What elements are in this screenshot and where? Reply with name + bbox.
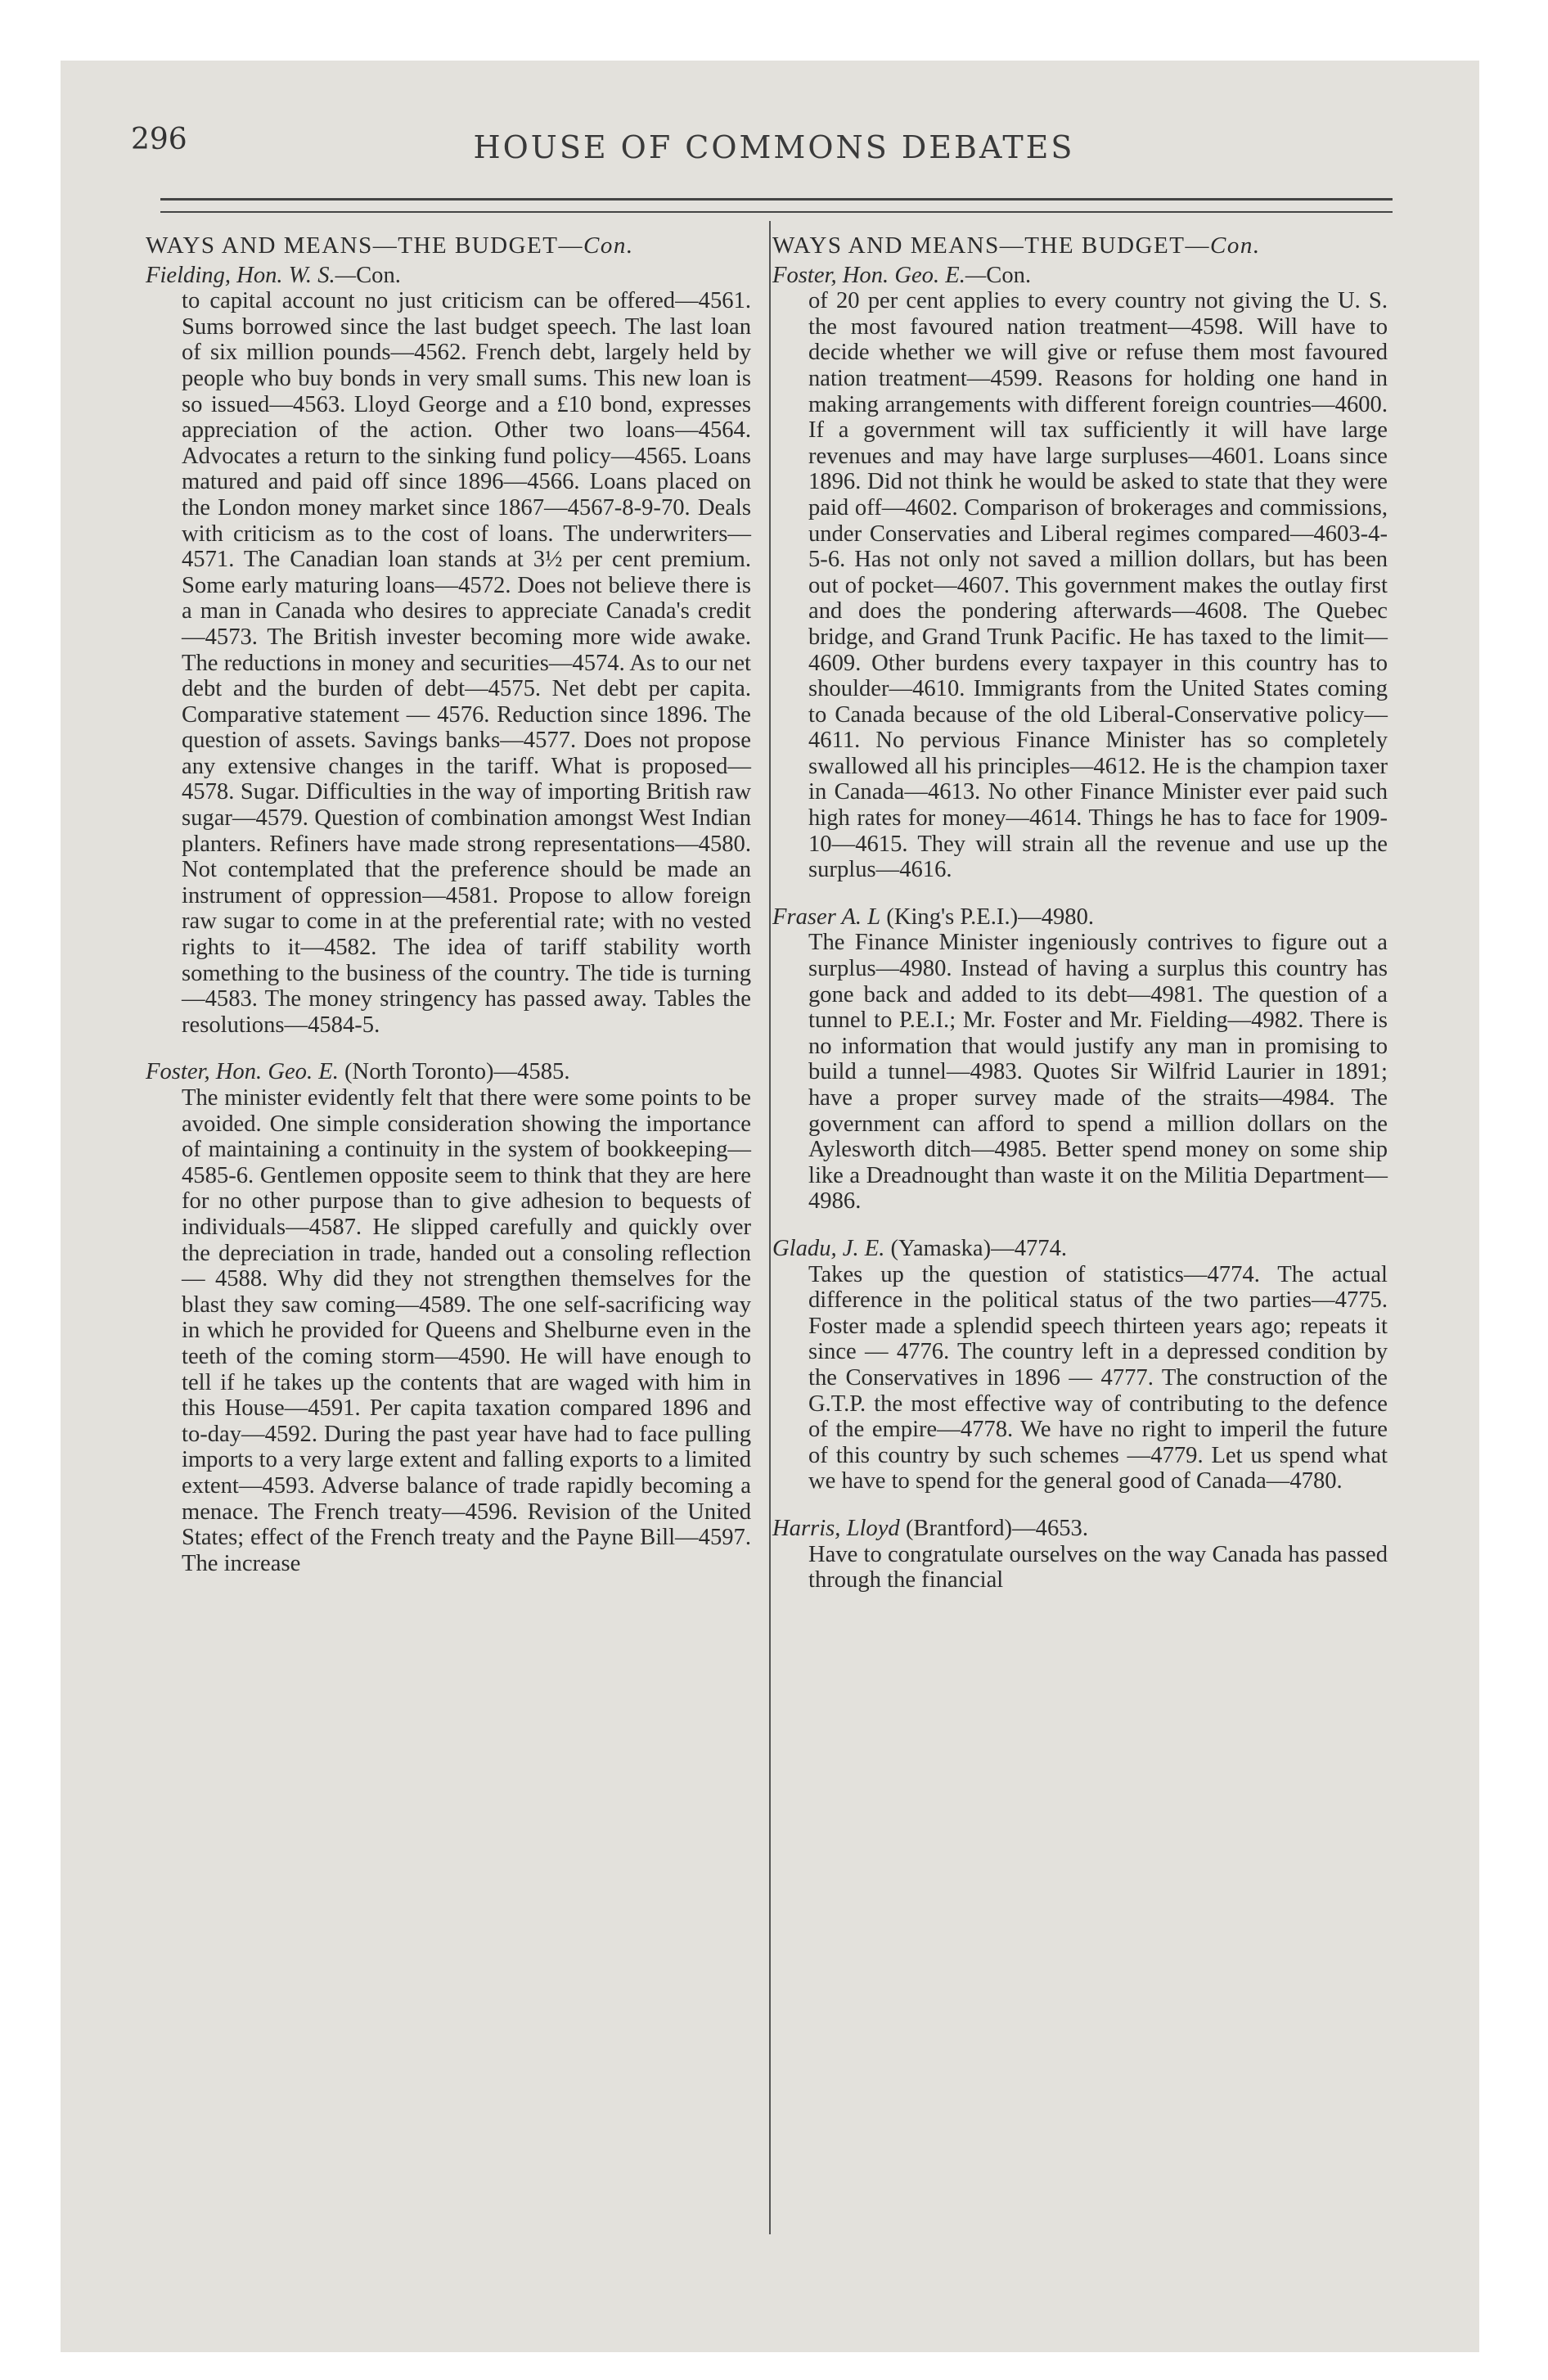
column-divider [769,221,771,2234]
index-entry [772,263,1388,883]
section-title: WAYS AND MEANS—THE BUDGET— [772,232,1210,259]
entry-reference: (Yamaska)—4774. [884,1235,1068,1261]
section-title: WAYS AND MEANS—THE BUDGET— [146,232,583,259]
section-continued: Con. [583,232,634,259]
right-column [772,233,1388,1593]
page-number: 296 [131,123,187,156]
entry-text: to capital account no just criticism can be offered—4561. Sums borrowed since the last budget speech. The last loan of six million pounds—4562. French debt, largely held by people who buy bonds in very small sums. This new loan is so issued—4563. Lloyd George and a £10 bond, expresses appreciation of the action. Other two loans—4564. Advocates a return to the sinking fund policy—4565. Loans matured and paid off since 1896—4566. Loans placed on the London money market since 1867—4567-8-9-70. Deals with criticism as to the cost of loans. The underwriters—4571. The Canadian loan stands at 3½ per cent premium. Some early maturing loans—4572. Does not believe there is a man in Canada who desires to appreciate Canada's credit—4573. The British invester becoming more wide awake. The reductions in money and securities—4574. As to our net debt and the burden of debt—4575. Net debt per capita. Comparative statement — 4576. Reduction since 1896. The question of assets. Savings banks—4577. Does not propose any extensive changes in the tariff. What is proposed—4578. Sugar. Difficulties in the way of importing British raw sugar—4579. Question of combination amongst West Indian planters. Refiners have made strong representations—4580. Not contemplated that the preference should be made an instrument of oppression—4581. Propose to allow foreign raw sugar to come in at the preferential rate; with no vested rights to it—4582. The idea of tariff stability worth something to the business of the country. The tide is turning—4583. The money stringency has passed away. Tables the resolutions—4584-5. [182,288,751,1038]
entry-reference: (King's P.E.I.)—4980. [880,904,1095,930]
entry-heading [146,263,751,289]
header-rule-bottom [160,211,1393,213]
left-column [146,233,751,1576]
member-name: Fielding, Hon. W. S.— [146,262,357,288]
running-head: HOUSE OF COMMONS DEBATES [473,129,1075,165]
entry-text: The minister evidently felt that there were some points to be avoided. One simple consideration showing the importance of maintaining a continuity in the system of bookkeeping—4585-6. Gentlemen opposite seem to think that they are here for no other purpose than to give adhesion to bequests of individuals—4587. He slipped carefully and quickly over the depreciation in trade, handed out a consoling reflection — 4588. Why did they not strengthen themselves for the blast they saw coming—4589. The one self-sacrificing way in which he provided for Queens and Shelburne even in the teeth of the coming storm—4590. He will have enough to tell if he takes up the contents that are waged with him in this House—4591. Per capita taxation compared 1896 and to-day—4592. During the past year have had to face pulling imports to a very large extent and falling exports to a limited extent—4593. Adverse balance of trade rapidly becoming a menace. The French treaty—4596. Revision of the United States; effect of the French treaty and the Payne Bill—4597. The increase [182,1085,751,1576]
section-continued: Con. [1209,232,1261,259]
member-name: Fraser A. L [772,904,881,930]
member-name: Foster, Hon. Geo. E. [146,1059,339,1085]
entry-text: Takes up the question of statistics—4774. The actual difference in the political status of the two parties—4775. Foster made a splendid speech thirteen years ago; repeats it since — 4776. The country left in a depressed condition by the Conservatives in 1896 — 4777. The construction of the G.T.P. the most effective way of contributing to the defence of the empire—4778. We have no right to imperil the future of this country by such schemes —4779. Let us spend what we have to spend for the general good of Canada—4780. [808,1261,1388,1494]
entry-heading [772,263,1388,289]
entry-heading [772,1236,1388,1262]
entry-reference: Con. [986,262,1032,288]
member-name: Foster, Hon. Geo. E.— [772,262,987,288]
section-heading [772,233,1388,259]
entry-reference: Con. [356,262,401,288]
entry-text: The Finance Minister ingeniously contrives to figure out a surplus—4980. Instead of having a surplus this country has gone back and added to its debt—4981. The question of a tunnel to P.E.I.; Mr. Foster and Mr. Fielding—4982. There is no information that would justify any man in promising to build a tunnel—4983. Quotes Sir Wilfrid Laurier in 1891; have a proper survey made of the straits—4984. The government can afford to spend a million dollars on the Aylesworth ditch—4985. Better spend money on some ship like a Dreadnought than waste it on the Militia Department—4986. [808,930,1388,1215]
member-name: Harris, Lloyd [772,1515,900,1541]
section-heading [146,233,751,259]
entry-heading [772,1516,1388,1542]
member-name: Gladu, J. E. [772,1235,885,1261]
index-entry [146,263,751,1039]
index-entry [772,1236,1388,1494]
entry-text: of 20 per cent applies to every country not giving the U. S. the most favoured nation treatment—4598. Will have to decide whether we will give or refuse them most favoured nation treatment—4599. Reasons for holding one hand in making arrangements with different foreign countries—4600. If a government will tax sufficiently it will have large revenues and may have large surpluses—4601. Loans since 1896. Did not think he would be asked to state that they were paid off—4602. Comparison of brokerages and commissions, under Conservaties and Liberal regimes compared—4603-4-5-6. Has not only not saved a million dollars, but has been out of pocket—4607. This government makes the outlay first and does the pondering afterwards—4608. The Quebec bridge, and Grand Trunk Pacific. He has taxed to the limit—4609. Other burdens every taxpayer in this country has to shoulder—4610. Immigrants from the United States coming to Canada because of the old Liberal-Conservative policy—4611. No pervious Finance Minister has so completely swallowed all his principles—4612. He is the champion taxer in Canada—4613. No other Finance Minister ever paid such high rates for money—4614. Things he has to face for 1909-10—4615. They will strain all the revenue and use up the surplus—4616. [808,288,1388,883]
header-rule-top [160,198,1393,201]
index-entry [772,904,1388,1215]
index-entry [772,1516,1388,1593]
entry-reference: (North Toronto)—4585. [338,1059,570,1085]
entry-reference: (Brantford)—4653. [899,1515,1088,1541]
entry-heading [146,1059,751,1085]
entry-heading [772,904,1388,931]
entry-text: Have to congratulate ourselves on the way Canada has passed through the financial [808,1541,1388,1593]
index-entry [146,1059,751,1576]
